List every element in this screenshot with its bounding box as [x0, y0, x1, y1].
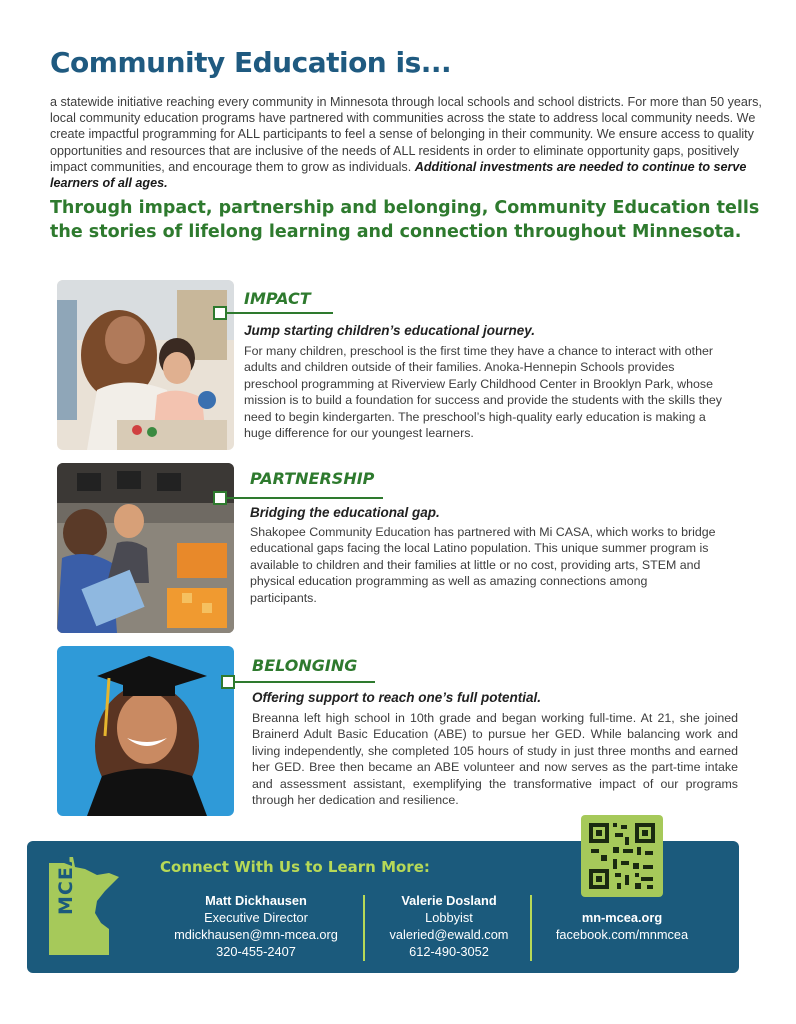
connector-square-icon [213, 306, 227, 320]
page-title: Community Education is... [50, 46, 452, 79]
partnership-subtitle: Bridging the educational gap. [250, 505, 440, 520]
mcea-logo [45, 850, 123, 957]
contact-card [151, 892, 361, 960]
contact-role: Executive Director [204, 910, 308, 925]
belonging-subtitle: Offering support to reach one’s full potential. [252, 690, 542, 705]
mcea-logo-text: MCEA [55, 850, 77, 915]
partnership-title: PARTNERSHIP [250, 469, 375, 488]
social-links [535, 909, 709, 943]
belonging-photo [57, 646, 234, 816]
footer-divider [363, 895, 365, 961]
contact-name: Matt Dickhausen [205, 893, 307, 908]
intro-text: a statewide initiative reaching every community in Minnesota through local schools and school districts. For more than 50 years, local community education programs have partnered with communities across the state to address local community needs. We create impactful programming for ALL participants to feel a sense of belonging in their community. We ensure access to quality opportunities and resources that are inclusive of the needs of ALL residents in order to eliminate opportunity gaps, positively impact communities, and encourage them to grow as individuals. [50, 95, 762, 174]
contact-card [367, 892, 531, 960]
connector-square-icon [221, 675, 235, 689]
contact-email-link[interactable]: valeried@ewald.com [389, 927, 509, 942]
connector-line [227, 312, 333, 314]
contact-footer [27, 841, 739, 973]
stem-classroom-image [57, 463, 234, 633]
contact-role: Lobbyist [425, 910, 473, 925]
connector-line [235, 681, 375, 683]
website-link[interactable]: mn-mcea.org [581, 910, 663, 925]
contact-phone: 612-490-3052 [409, 944, 489, 959]
partnership-photo [57, 463, 234, 633]
preschool-classroom-image [57, 280, 234, 450]
tagline: Through impact, partnership and belonging, Community Education tells the stories of lifelong learning and connection throughout Minnesota. [50, 198, 760, 242]
footer-divider [530, 895, 532, 961]
impact-title: IMPACT [244, 289, 311, 308]
connector-square-icon [213, 491, 227, 505]
partnership-body: Shakopee Community Education has partnered with Mi CASA, which works to bridge educational gaps facing the local Latino population. This unique summer program is available to children and their families at little or no cost, providing arts, STEM and physical education programming as well as amazing connections among participants. [250, 525, 716, 605]
belonging-title: BELONGING [252, 656, 358, 675]
qr-code-icon[interactable] [581, 815, 663, 897]
contact-name: Valerie Dosland [401, 893, 497, 908]
contact-email-link[interactable]: mdickhausen@mn-mcea.org [174, 927, 338, 942]
connect-heading: Connect With Us to Learn More: [160, 858, 430, 876]
impact-body: For many children, preschool is the first time they have a chance to interact with other adults and children outside of their families. Anoka-Hennepin Schools provides preschool programming at Riverview Early Childhood Center in Brooklyn Park, whose mission is to build a foundation for success and provide the students with the skills they need to begin kindergarten. The preschool’s high-quality early education is making a huge difference for our youngest learners. [244, 344, 722, 441]
contact-phone: 320-455-2407 [216, 944, 296, 959]
belonging-body: Breanna left high school in 10th grade and began working full-time. At 21, she joined Brainerd Adult Basic Education (ABE) to pursue her GED. While balancing work and living independently, she completed 105 hours of study in just three months and earned her GED. Bree then became an ABE volunteer and now serves as the part-time intake and assessment assistant, exemplifying the transformative impact of our programs through her dedication and resilience. [252, 711, 738, 808]
connector-line [227, 497, 383, 499]
facebook-link[interactable]: facebook.com/mnmcea [555, 927, 689, 942]
qr-code-graphic [581, 815, 663, 897]
graduate-image [57, 646, 234, 816]
impact-subtitle: Jump starting children’s educational journey. [244, 323, 536, 338]
impact-photo [57, 280, 234, 450]
intro-emphasis: Additional investments are needed to continue to serve learners of all ages. [50, 159, 747, 191]
intro-paragraph [50, 94, 762, 191]
